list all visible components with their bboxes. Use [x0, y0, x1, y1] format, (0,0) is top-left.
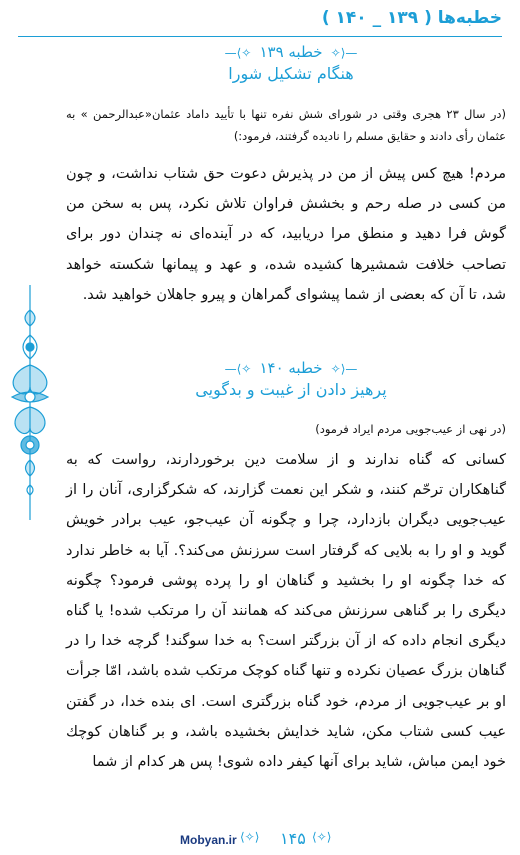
header-title: خطبه‌ها ( ۱۳۹ _ ۱۴۰ ) [321, 8, 502, 28]
sermon-139-body: مردم! هیچ کس پیش از من در پذیرش دعوت حق شتاب نداشت، و چون من کسی در صله رحم و بخشش فراوان تلاش نکرد، پس به سخن من گوش فرا دهید و منطق مرا دریابید، که در آینده‌ای نه چندان دور برای تصاحب خلافت شمشیرها کشیده شده، و عهد و پیمانها شکسته خواهد شد، تا آن که بعضی از شما پیشوای گمراهان و پیرو جاهلان خواهید شد. [66, 166, 506, 303]
sermon-140-body: کسانی که گناه ندارند و از سلامت دین برخوردارند، رواست که به گناهکاران ترحّم کنند، و شکر این نعمت گزارند، که شکرگزاری، آنان را از عیب‌جویی دیگران بازدارد، چرا و چگونه آن عیب‌جو، عیب برادر خویش گوید و او را به بلایی که گرفتار است سرزنش می‌کند؟. آیا به خاطر ندارد که خدا چگونه او را بخشید و گناهان او را پرده پوشی فرمود؟ چگونه دیگری را بر گناهی سرزنش می‌کند که همانند آن را مرتکب شده! یا گناه دیگری انجام داده که از آن بزرگتر است؟ به خدا سوگند! گرچه خدا را در گناهان بزرگ عصیان نکرده و تنها گناه کوچک مرتکب شده باشد، امّا جرأت او بر عیب‌جویی از مردم، خود گناه بزرگتری است. ای بنده خدا، در گفتن عیب کسی شتاب مکن، شاید خدایش بخشیده باشد، و بر گناهان کوچك خود ایمن مباش، شاید برای آنها کیفر داده شوی! پس هر کدام از شما [66, 452, 506, 771]
sermon-140-intro: (در نهی از عیب‌جویی مردم ایراد فرمود) [315, 422, 506, 436]
sermon-number: خطبه ۱۴۰ [259, 359, 323, 377]
page-header [18, 8, 502, 34]
sermon-subtitle: هنگام تشکیل شورا [228, 64, 354, 83]
ornament-icon: ⟨✧⟩ [240, 830, 260, 844]
ornament-icon: ✧⟩— [224, 45, 252, 60]
sermon-139-heading [80, 42, 502, 83]
page-footer [0, 827, 520, 853]
ornament-icon: —⟨✧ [330, 45, 358, 60]
site-name: Mobyan.ir [180, 833, 237, 847]
ornament-icon: ✧⟩— [224, 361, 252, 376]
sermon-139-intro: (در سال ۲۳ هجری وقتی در شورای شش نفره تنها با تأیید داماد عثمان«عبدالرحمن » به عثمان رأی دادند و حقایق مسلم را نادیده گرفتند، فرمود:) [66, 107, 507, 143]
ornament-icon: ⟨✧⟩ [312, 830, 332, 844]
sermon-number: خطبه ۱۳۹ [259, 43, 323, 61]
sermon-140-heading [80, 358, 502, 399]
sermon-subtitle: پرهیز دادن از غیبت و بدگویی [195, 380, 387, 399]
header-rule [18, 36, 502, 37]
ornament-icon: —⟨✧ [330, 361, 358, 376]
page-number: ۱۴۵ [280, 829, 306, 848]
side-ornament-icon [6, 285, 54, 520]
